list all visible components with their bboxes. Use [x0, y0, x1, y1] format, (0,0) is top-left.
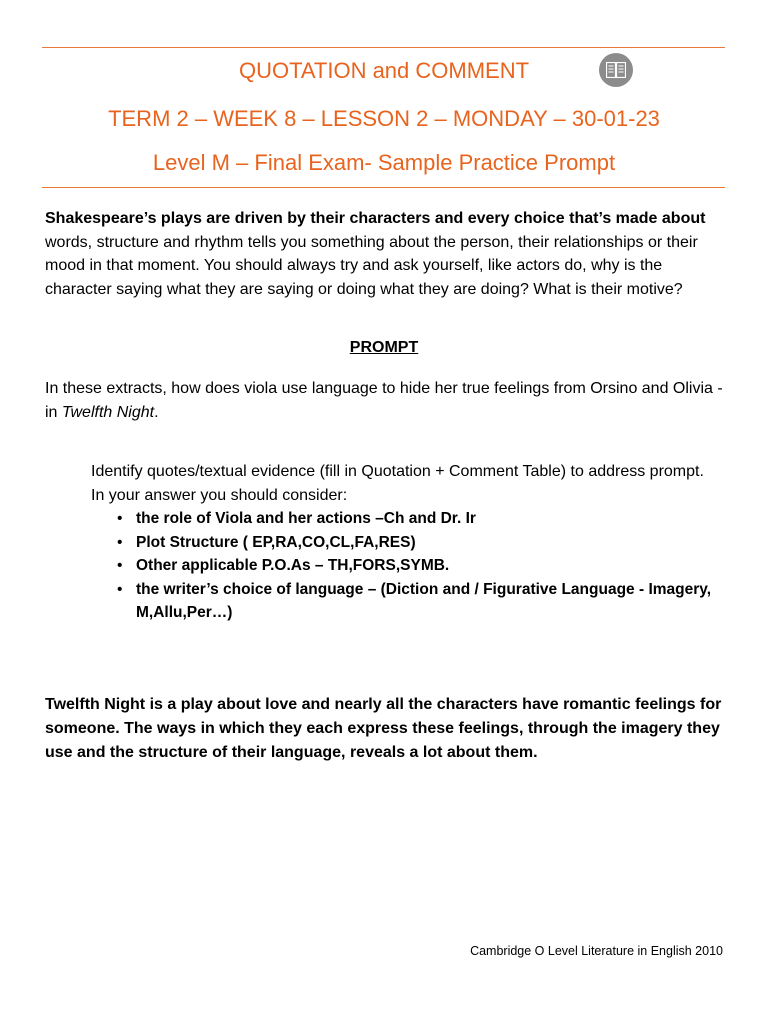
closing-paragraph: Twelfth Night is a play about love and nearly all the characters have romantic feelings for someone. The ways in which they each express these feelings, through the imagery they use and the structure of their language, reveals a lot about them.: [45, 696, 722, 761]
prompt-question: [45, 377, 730, 424]
intro-rest: words, structure and rhythm tells you something about the person, their relationships or their mood in that moment. You should always try and ask yourself, like actors do, why is the character saying what they are saying or doing what they are doing? What is their motive?: [45, 233, 698, 298]
intro-paragraph: [45, 207, 730, 301]
header-bottom-rule: [42, 187, 725, 188]
consider-list: [91, 507, 731, 625]
instructions-block: [91, 460, 731, 625]
header-title: QUOTATION and COMMENT: [238, 58, 530, 83]
bullet-icon: •: [117, 510, 123, 527]
prompt-heading: PROMPT: [349, 339, 419, 356]
prompt-play-title: Twelfth Night: [61, 403, 155, 421]
list-item: [91, 507, 731, 531]
list-item-text: the role of Viola and her actions –Ch and Dr. Ir: [136, 510, 476, 527]
list-item: [91, 531, 731, 555]
instructions-consider: In your answer you should consider:: [91, 486, 348, 504]
intro-lead: Shakespeare’s plays are driven by their characters and every choice that’s made about: [45, 210, 706, 227]
instructions-identify: Identify quotes/textual evidence (fill in Quotation + Comment Table) to address prompt.: [91, 463, 704, 480]
bullet-icon: •: [117, 580, 123, 598]
book-icon: [599, 53, 633, 87]
bullet-icon: •: [117, 533, 123, 551]
header-top-rule: [42, 47, 725, 48]
list-item: [91, 578, 731, 625]
list-item-text: Other applicable P.O.As – TH,FORS,SYMB.: [136, 557, 450, 574]
list-item-text: Plot Structure ( EP,RA,CO,CL,FA,RES): [136, 533, 416, 551]
list-item-text: the writer’s choice of language – (Diction and / Figurative Language - Imagery, M,Allu,Per…): [136, 580, 712, 621]
footer-source: Cambridge O Level Literature in English 2010: [470, 944, 723, 958]
prompt-question-text: In these extracts, how does viola use language to hide her true feelings from Orsino and Olivia - in: [45, 380, 723, 421]
header-level-line: Level M – Final Exam- Sample Practice Prompt: [152, 150, 616, 175]
header-term-line: TERM 2 – WEEK 8 – LESSON 2 – MONDAY – 30-01-23: [108, 106, 660, 131]
bullet-icon: •: [117, 557, 123, 574]
list-item: [91, 554, 731, 578]
prompt-question-end: .: [154, 403, 159, 421]
